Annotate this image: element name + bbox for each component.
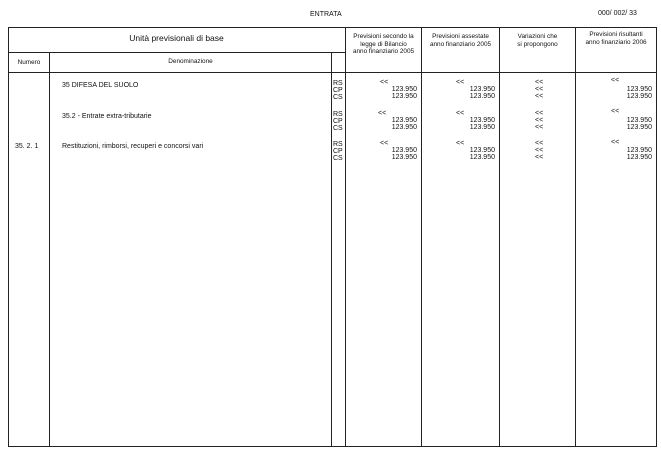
cell-prev-risultanti: 123.950 — [626, 124, 652, 131]
row-code: CS — [333, 125, 343, 132]
section-title: ENTRATA — [310, 11, 342, 18]
row-code: CP — [333, 118, 343, 125]
row-code: RS — [333, 111, 343, 118]
row-numero: 35. 2. 1 — [15, 143, 39, 150]
cell-prev-legge: << — [380, 140, 389, 147]
cell-variazioni: << — [535, 140, 544, 147]
cell-variazioni: << — [535, 147, 544, 154]
header-numero: Numero — [17, 59, 41, 66]
cell-prev-legge: 123.950 — [391, 147, 417, 154]
cell-prev-assestate: 123.950 — [469, 147, 495, 154]
cell-prev-assestate: << — [456, 110, 465, 117]
cell-prev-risultanti: 123.950 — [626, 147, 652, 154]
cell-prev-assestate: 123.950 — [469, 117, 495, 124]
row-code: CS — [333, 94, 343, 101]
header-previsioni-assestate: Previsioni assestate anno finanziario 2005 — [429, 33, 492, 48]
header-denominazione: Denominazione — [168, 58, 213, 65]
cell-prev-assestate: << — [456, 79, 465, 86]
cell-prev-risultanti: 123.950 — [626, 154, 652, 161]
cell-variazioni: << — [535, 154, 544, 161]
cell-prev-assestate: << — [456, 140, 465, 147]
cell-variazioni: << — [535, 117, 544, 124]
cell-prev-legge: 123.950 — [391, 86, 417, 93]
cell-prev-risultanti: 123.950 — [626, 93, 652, 100]
header-variazioni: Variazioni che si propongono — [517, 33, 558, 48]
row-code: CP — [333, 148, 343, 155]
row-code: RS — [333, 141, 343, 148]
cell-prev-assestate: 123.950 — [469, 93, 495, 100]
page-code: 000/ 002/ 33 — [598, 10, 637, 17]
row-code: CS — [333, 155, 343, 162]
cell-variazioni: << — [535, 86, 544, 93]
cell-variazioni: << — [535, 110, 544, 117]
row-denominazione: 35 DIFESA DEL SUOLO — [62, 82, 139, 89]
cell-prev-risultanti: << — [611, 108, 620, 115]
cell-prev-legge: 123.950 — [391, 124, 417, 131]
row-denominazione: 35.2 - Entrate extra-tributarie — [62, 113, 152, 120]
row-code: RS — [333, 80, 343, 87]
cell-variazioni: << — [535, 79, 544, 86]
cell-prev-risultanti: << — [611, 77, 620, 84]
header-previsioni-risultanti: Previsioni risultanti anno finanziario 2006 — [585, 31, 647, 46]
row-denominazione: Restituzioni, rimborsi, recuperi e concorsi vari — [62, 143, 204, 150]
cell-prev-legge: << — [380, 79, 389, 86]
cell-variazioni: << — [535, 93, 544, 100]
cell-prev-assestate: 123.950 — [469, 86, 495, 93]
header-previsioni-legge: Previsioni secondo la legge di Bilancio anno finanziario 2005 — [352, 33, 415, 56]
cell-prev-risultanti: << — [611, 139, 620, 146]
cell-prev-legge: 123.950 — [391, 117, 417, 124]
cell-prev-assestate: 123.950 — [469, 154, 495, 161]
cell-prev-legge: 123.950 — [391, 93, 417, 100]
cell-prev-risultanti: 123.950 — [626, 86, 652, 93]
cell-variazioni: << — [535, 124, 544, 131]
cell-prev-legge: << — [378, 110, 387, 117]
group-header: Unità previsionali di base — [129, 33, 224, 43]
cell-prev-assestate: 123.950 — [469, 124, 495, 131]
cell-prev-risultanti: 123.950 — [626, 117, 652, 124]
cell-prev-legge: 123.950 — [391, 154, 417, 161]
row-code: CP — [333, 87, 343, 94]
